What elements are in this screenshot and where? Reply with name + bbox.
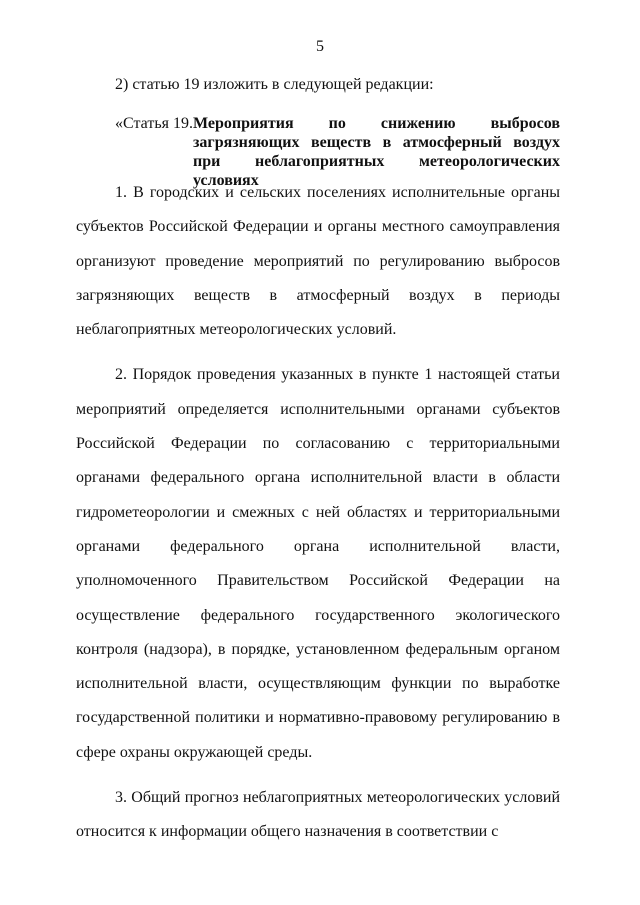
article-title: Мероприятия по снижению выбросов загрязняющих веществ в атмосферный воздух при неблагоприятных метеорологических условиях — [193, 115, 560, 189]
intro-line: 2) статью 19 изложить в следующей редакции: — [115, 76, 434, 93]
paragraph-1: 1. В городских и сельских поселениях исполнительные органы субъектов Российской Федерации и органы местного самоуправления организуют проведение мероприятий по регулированию выбросов загрязняющих веществ в атмосферный воздух в периоды неблагоприятных метеорологических условий. — [76, 184, 560, 339]
paragraph-3: 3. Общий прогноз неблагоприятных метеорологических условий относится к информации общего назначения в соответствии с — [76, 789, 560, 841]
article-body — [76, 176, 560, 861]
paragraph-2: 2. Порядок проведения указанных в пункте 1 настоящей статьи мероприятий определяется исполнительными органами субъектов Российской Федерации по согласованию с территориальными органами федерального органа исполнительной власти в области гидрометеорологии и смежных с ней областях и территориальными органами федерального органа исполнительной власти, уполномоченного Правительством Российской Федерации на осуществление федерального государственного экологического контроля (надзора), в порядке, установленном федеральным органом исполнительной власти, осуществляющим функции по выработке государственной политики и нормативно-правовому регулированию в сфере охраны окружающей среды. — [76, 366, 560, 761]
page-number: 5 — [316, 38, 324, 55]
article-prefix: «Статья 19. — [115, 115, 193, 132]
